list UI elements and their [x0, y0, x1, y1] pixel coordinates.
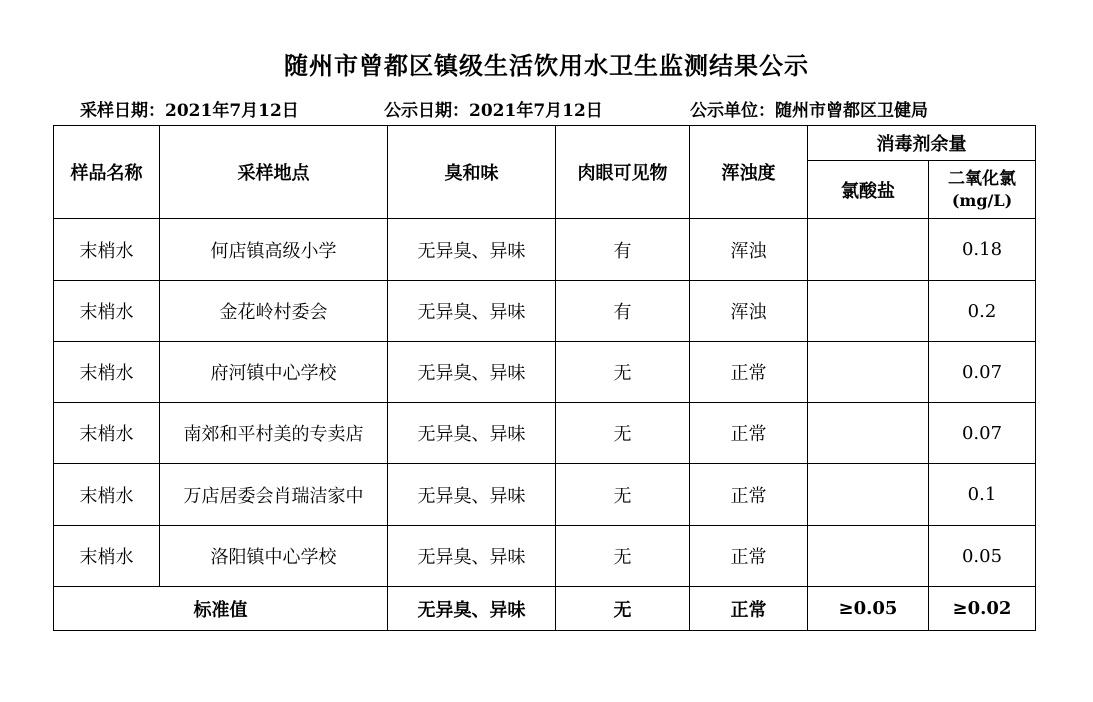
cell-chlorine-dioxide: 0.05: [929, 526, 1036, 587]
cell-chlorate: [808, 219, 929, 281]
cell-turbidity: 正常: [690, 526, 808, 587]
standard-label: 标准值: [54, 587, 388, 631]
header-chlorate: 氯酸盐: [808, 161, 929, 219]
table-row: [54, 281, 1036, 342]
cell-chlorate: [808, 464, 929, 526]
cell-location: 金花岭村委会: [160, 281, 388, 342]
publisher: 公示单位：随州市曾都区卫健局: [690, 101, 928, 121]
cell-visible: 有: [556, 219, 690, 281]
cell-sample-name: 末梢水: [54, 464, 160, 526]
table-row: [54, 403, 1036, 464]
cell-turbidity: 正常: [690, 403, 808, 464]
cell-visible: 有: [556, 281, 690, 342]
header-sample-name: 样品名称: [54, 126, 160, 219]
cell-visible: 无: [556, 526, 690, 587]
cell-location: 洛阳镇中心学校: [160, 526, 388, 587]
cell-odor: 无异臭、异味: [388, 403, 556, 464]
table-row: [54, 342, 1036, 403]
cell-sample-name: 末梢水: [54, 403, 160, 464]
cell-turbidity: 浑浊: [690, 281, 808, 342]
publish-date: 公示日期：2021年7月12日: [384, 101, 603, 121]
results-table: [53, 125, 1036, 631]
cell-odor: 无异臭、异味: [388, 526, 556, 587]
table-row: [54, 464, 1036, 526]
cell-odor: 无异臭、异味: [388, 342, 556, 403]
cell-visible: 无: [556, 342, 690, 403]
header-disinfectant: 消毒剂余量: [808, 126, 1036, 161]
cell-visible: 无: [556, 403, 690, 464]
cell-location: 万店居委会肖瑞洁家中: [160, 464, 388, 526]
cell-location: 南郊和平村美的专卖店: [160, 403, 388, 464]
cell-chlorate: [808, 526, 929, 587]
cell-turbidity: 正常: [690, 342, 808, 403]
cell-chlorine-dioxide: 0.07: [929, 342, 1036, 403]
cell-sample-name: 末梢水: [54, 342, 160, 403]
cell-sample-name: 末梢水: [54, 219, 160, 281]
cell-location: 何店镇高级小学: [160, 219, 388, 281]
header-chlorine-dioxide-label: 二氧化氯: [948, 168, 1016, 189]
header-odor: 臭和味: [388, 126, 556, 219]
cell-chlorate: [808, 403, 929, 464]
header-location: 采样地点: [160, 126, 388, 219]
cell-chlorine-dioxide: 0.18: [929, 219, 1036, 281]
cell-odor: 无异臭、异味: [388, 219, 556, 281]
cell-chlorate: [808, 342, 929, 403]
cell-sample-name: 末梢水: [54, 526, 160, 587]
table-row: [54, 219, 1036, 281]
cell-chlorine-dioxide: 0.2: [929, 281, 1036, 342]
cell-chlorine-dioxide: 0.1: [929, 464, 1036, 526]
cell-turbidity: 浑浊: [690, 219, 808, 281]
header-unit: (mg/L): [951, 190, 1013, 210]
standard-chlorate: ≥0.05: [808, 587, 929, 631]
cell-visible: 无: [556, 464, 690, 526]
standard-turbidity: 正常: [690, 587, 808, 631]
cell-sample-name: 末梢水: [54, 281, 160, 342]
cell-turbidity: 正常: [690, 464, 808, 526]
cell-odor: 无异臭、异味: [388, 281, 556, 342]
standard-visible: 无: [556, 587, 690, 631]
standard-odor: 无异臭、异味: [388, 587, 556, 631]
header-chlorine-dioxide: [929, 161, 1036, 219]
standard-row: [54, 587, 1036, 631]
cell-odor: 无异臭、异味: [388, 464, 556, 526]
standard-chlorine-dioxide: ≥0.02: [929, 587, 1036, 631]
header-visible: 肉眼可见物: [556, 126, 690, 219]
cell-chlorine-dioxide: 0.07: [929, 403, 1036, 464]
table-row: [54, 526, 1036, 587]
cell-chlorate: [808, 281, 929, 342]
cell-location: 府河镇中心学校: [160, 342, 388, 403]
page-title: 随州市曾都区镇级生活饮用水卫生监测结果公示: [284, 51, 809, 80]
header-turbidity: 浑浊度: [690, 126, 808, 219]
sampling-date: 采样日期：2021年7月12日: [80, 101, 299, 121]
